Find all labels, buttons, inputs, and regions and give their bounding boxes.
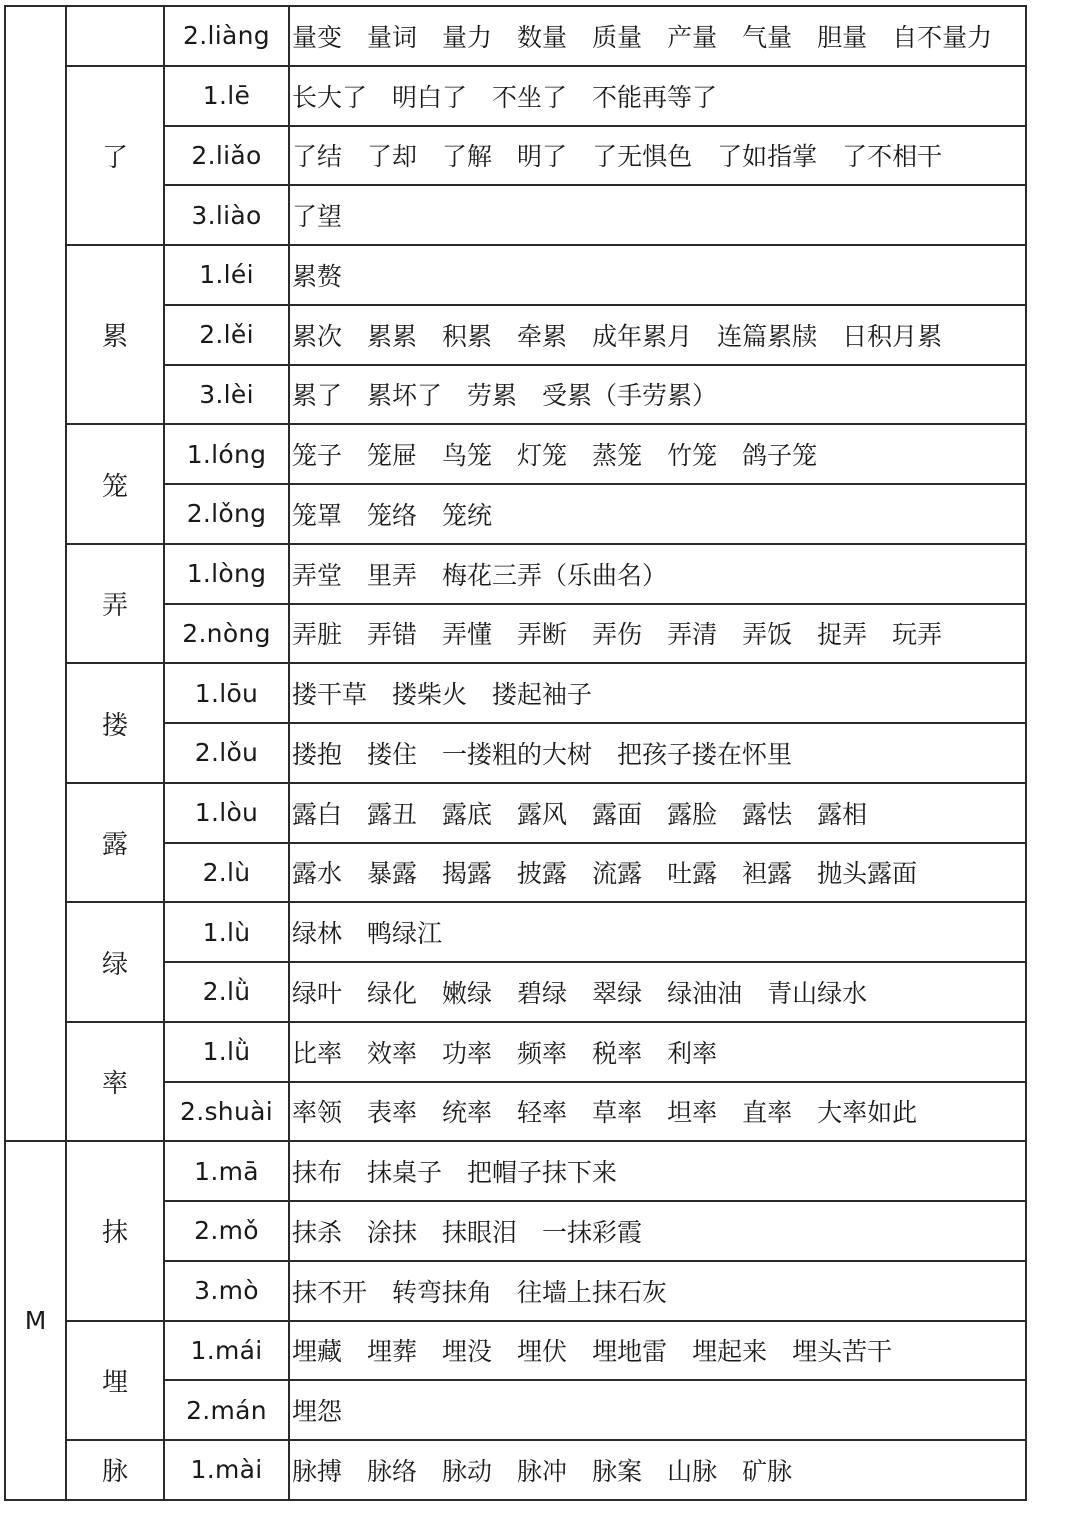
example-word: 数量 (517, 22, 568, 52)
pinyin-cell: 3.lèi (164, 365, 289, 425)
character-cell: 率 (66, 1022, 164, 1142)
pinyin-cell: 2.liàng (164, 6, 289, 66)
table-row (5, 544, 1026, 604)
example-word: 利率 (667, 1038, 718, 1068)
example-word: 功率 (442, 1038, 493, 1068)
character-cell: 埋 (66, 1321, 164, 1441)
table-row (5, 424, 1026, 484)
example-word: 捉弄 (817, 620, 868, 650)
character-cell: 搂 (66, 663, 164, 783)
example-word: 灯笼 (517, 441, 568, 471)
example-word: 露怯 (742, 799, 793, 829)
example-word: 比率 (292, 1038, 343, 1068)
pinyin-cell: 1.lōu (164, 663, 289, 723)
example-word: 坦率 (667, 1098, 718, 1128)
example-word: 弄清 (667, 620, 718, 650)
pinyin-cell: 1.mái (164, 1321, 289, 1381)
example-words-cell (289, 484, 1026, 544)
example-word: 埋起来 (692, 1337, 768, 1367)
example-word: 玩弄 (892, 620, 943, 650)
example-word: 嫩绿 (442, 978, 493, 1008)
example-words-cell (289, 1261, 1026, 1321)
example-word: 了如指掌 (717, 142, 818, 172)
example-words-cell (289, 365, 1026, 425)
example-word: 暴露 (367, 859, 418, 889)
pinyin-cell: 2.lěi (164, 305, 289, 365)
pinyin-cell: 2.lù (164, 843, 289, 903)
example-word: 绿化 (367, 978, 418, 1008)
example-word: 明了 (517, 142, 568, 172)
example-word: 效率 (367, 1038, 418, 1068)
pinyin-cell: 1.mài (164, 1440, 289, 1500)
character-cell: 露 (66, 783, 164, 903)
example-word: 自不量力 (892, 22, 993, 52)
character-cell: 抹 (66, 1141, 164, 1320)
example-word: 里弄 (367, 560, 418, 590)
example-word: 往墙上抹石灰 (517, 1277, 668, 1307)
example-word: 绿油油 (667, 978, 743, 1008)
pinyin-cell: 2.shuài (164, 1082, 289, 1142)
pinyin-cell: 1.lòu (164, 783, 289, 843)
example-word: 频率 (517, 1038, 568, 1068)
example-word: 积累 (442, 321, 493, 351)
example-word: 脉案 (592, 1456, 643, 1486)
example-word: 脉搏 (292, 1456, 343, 1486)
table-row (5, 6, 1026, 66)
example-words-cell (289, 185, 1026, 245)
example-words-cell (289, 544, 1026, 604)
example-word: 埋葬 (367, 1337, 418, 1367)
pinyin-cell: 2.lǒu (164, 723, 289, 783)
example-words-cell (289, 1201, 1026, 1261)
example-word: 弄断 (517, 620, 568, 650)
example-word: 露面 (592, 799, 643, 829)
pinyin-cell: 2.lǜ (164, 962, 289, 1022)
example-word: 税率 (592, 1038, 643, 1068)
example-word: 直率 (742, 1098, 793, 1128)
example-word: 累赘 (292, 261, 343, 291)
pinyin-cell: 1.lē (164, 66, 289, 126)
example-word: 量变 (292, 22, 343, 52)
example-word: 埋头苦干 (792, 1337, 893, 1367)
example-word: 笼络 (367, 500, 418, 530)
example-word: 披露 (517, 859, 568, 889)
example-word: 搂起袖子 (492, 680, 593, 710)
example-word: 胆量 (817, 22, 868, 52)
example-words-cell (289, 1440, 1026, 1500)
example-word: 轻率 (517, 1098, 568, 1128)
example-word: 袒露 (742, 859, 793, 889)
example-word: 搂干草 (292, 680, 368, 710)
pinyin-cell: 1.léi (164, 245, 289, 305)
example-words-cell (289, 663, 1026, 723)
example-word: 抛头露面 (817, 859, 918, 889)
example-word: 涂抹 (367, 1217, 418, 1247)
pinyin-cell: 1.lù (164, 902, 289, 962)
example-word: 露水 (292, 859, 343, 889)
initial-letter-cell (5, 6, 66, 1141)
table-row (5, 1141, 1026, 1201)
example-word: 矿脉 (742, 1456, 793, 1486)
example-word: 弄脏 (292, 620, 343, 650)
example-word: 埋地雷 (592, 1337, 668, 1367)
example-word: 弄错 (367, 620, 418, 650)
example-word: 露白 (292, 799, 343, 829)
example-word: 连篇累牍 (717, 321, 818, 351)
example-words-cell (289, 66, 1026, 126)
character-cell (66, 6, 164, 66)
example-word: 绿林 (292, 919, 343, 949)
example-word: 露丑 (367, 799, 418, 829)
example-word: 气量 (742, 22, 793, 52)
example-word: 笼统 (442, 500, 493, 530)
pinyin-cell: 2.nòng (164, 604, 289, 664)
example-word: 了结 (292, 142, 343, 172)
example-word: 露脸 (667, 799, 718, 829)
character-cell: 累 (66, 245, 164, 424)
example-word: 鸭绿江 (367, 919, 443, 949)
pinyin-cell: 2.lǒng (164, 484, 289, 544)
example-word: 笼屉 (367, 441, 418, 471)
example-word: 流露 (592, 859, 643, 889)
example-word: 转弯抹角 (392, 1277, 493, 1307)
table-row (5, 1022, 1026, 1082)
example-word: 了无惧色 (592, 142, 693, 172)
example-words-cell (289, 1321, 1026, 1381)
example-word: 搂柴火 (392, 680, 468, 710)
example-word: 露风 (517, 799, 568, 829)
character-cell: 脉 (66, 1440, 164, 1500)
example-word: 成年累月 (592, 321, 693, 351)
example-words-cell (289, 305, 1026, 365)
example-word: 劳累 (467, 381, 518, 411)
example-words-cell (289, 1141, 1026, 1201)
example-word: 埋没 (442, 1337, 493, 1367)
character-cell: 弄 (66, 544, 164, 664)
example-word: 山脉 (667, 1456, 718, 1486)
example-word: 抹桌子 (367, 1158, 443, 1188)
example-word: 不坐了 (492, 82, 568, 112)
polyphone-table (4, 5, 1027, 1501)
example-word: 埋怨 (292, 1397, 343, 1427)
example-word: 不能再等了 (592, 82, 718, 112)
example-word: 草率 (592, 1098, 643, 1128)
example-word: 抹布 (292, 1158, 343, 1188)
example-word: 牵累 (517, 321, 568, 351)
example-word: 弄堂 (292, 560, 343, 590)
example-word: 抹不开 (292, 1277, 368, 1307)
table-row (5, 902, 1026, 962)
pinyin-cell: 3.liào (164, 185, 289, 245)
table-row (5, 1321, 1026, 1381)
example-words-cell (289, 1380, 1026, 1440)
example-word: 把孩子搂在怀里 (617, 739, 793, 769)
character-cell: 笼 (66, 424, 164, 544)
table-row (5, 783, 1026, 843)
example-word: 一抹彩霞 (542, 1217, 643, 1247)
example-word: 吐露 (667, 859, 718, 889)
table-row (5, 245, 1026, 305)
example-word: 笼子 (292, 441, 343, 471)
pinyin-cell: 2.mǒ (164, 1201, 289, 1261)
example-word: 搂抱 (292, 739, 343, 769)
example-words-cell (289, 245, 1026, 305)
example-word: 长大了 (292, 82, 368, 112)
example-word: 梅花三弄（乐曲名） (442, 560, 668, 590)
example-words-cell (289, 843, 1026, 903)
example-word: 翠绿 (592, 978, 643, 1008)
pinyin-cell: 1.mā (164, 1141, 289, 1201)
example-words-cell (289, 1022, 1026, 1082)
example-word: 了不相干 (842, 142, 943, 172)
example-word: 脉络 (367, 1456, 418, 1486)
example-word: 埋伏 (517, 1337, 568, 1367)
example-word: 把帽子抹下来 (467, 1158, 618, 1188)
example-word: 露相 (817, 799, 868, 829)
pinyin-cell: 2.mán (164, 1380, 289, 1440)
example-word: 揭露 (442, 859, 493, 889)
example-word: 率领 (292, 1098, 343, 1128)
character-cell: 绿 (66, 902, 164, 1022)
polyphone-table-body (5, 6, 1026, 1500)
example-word: 埋藏 (292, 1337, 343, 1367)
example-words-cell (289, 6, 1026, 66)
example-words-cell (289, 902, 1026, 962)
example-word: 产量 (667, 22, 718, 52)
example-word: 统率 (442, 1098, 493, 1128)
example-word: 表率 (367, 1098, 418, 1128)
example-word: 弄懂 (442, 620, 493, 650)
example-word: 量词 (367, 22, 418, 52)
example-word: 累坏了 (367, 381, 443, 411)
example-word: 了望 (292, 202, 343, 232)
example-word: 露底 (442, 799, 493, 829)
character-cell: 了 (66, 66, 164, 245)
example-word: 鸽子笼 (742, 441, 818, 471)
example-word: 笼罩 (292, 500, 343, 530)
example-word: 抹眼泪 (442, 1217, 518, 1247)
example-word: 弄饭 (742, 620, 793, 650)
example-word: 了解 (442, 142, 493, 172)
example-word: 绿叶 (292, 978, 343, 1008)
example-words-cell (289, 783, 1026, 843)
pinyin-cell: 1.lǜ (164, 1022, 289, 1082)
example-word: 累累 (367, 321, 418, 351)
example-word: 蒸笼 (592, 441, 643, 471)
example-word: 大率如此 (817, 1098, 918, 1128)
example-words-cell (289, 424, 1026, 484)
example-word: 明白了 (392, 82, 468, 112)
pinyin-cell: 1.lóng (164, 424, 289, 484)
example-word: 脉冲 (517, 1456, 568, 1486)
example-words-cell (289, 1082, 1026, 1142)
example-word: 质量 (592, 22, 643, 52)
example-word: 鸟笼 (442, 441, 493, 471)
table-row (5, 66, 1026, 126)
example-word: 累了 (292, 381, 343, 411)
pinyin-cell: 3.mò (164, 1261, 289, 1321)
example-word: 受累（手劳累） (542, 381, 718, 411)
example-word: 弄伤 (592, 620, 643, 650)
example-word: 量力 (442, 22, 493, 52)
example-word: 青山绿水 (767, 978, 868, 1008)
pinyin-cell: 1.lòng (164, 544, 289, 604)
example-words-cell (289, 962, 1026, 1022)
table-row (5, 663, 1026, 723)
example-word: 搂住 (367, 739, 418, 769)
example-word: 了却 (367, 142, 418, 172)
example-words-cell (289, 126, 1026, 186)
table-row (5, 1440, 1026, 1500)
example-word: 碧绿 (517, 978, 568, 1008)
example-word: 脉动 (442, 1456, 493, 1486)
example-word: 竹笼 (667, 441, 718, 471)
pinyin-cell: 2.liǎo (164, 126, 289, 186)
example-words-cell (289, 723, 1026, 783)
example-word: 抹杀 (292, 1217, 343, 1247)
initial-letter-cell: M (5, 1141, 66, 1500)
example-words-cell (289, 604, 1026, 664)
example-word: 日积月累 (842, 321, 943, 351)
example-word: 累次 (292, 321, 343, 351)
example-word: 一搂粗的大树 (442, 739, 593, 769)
